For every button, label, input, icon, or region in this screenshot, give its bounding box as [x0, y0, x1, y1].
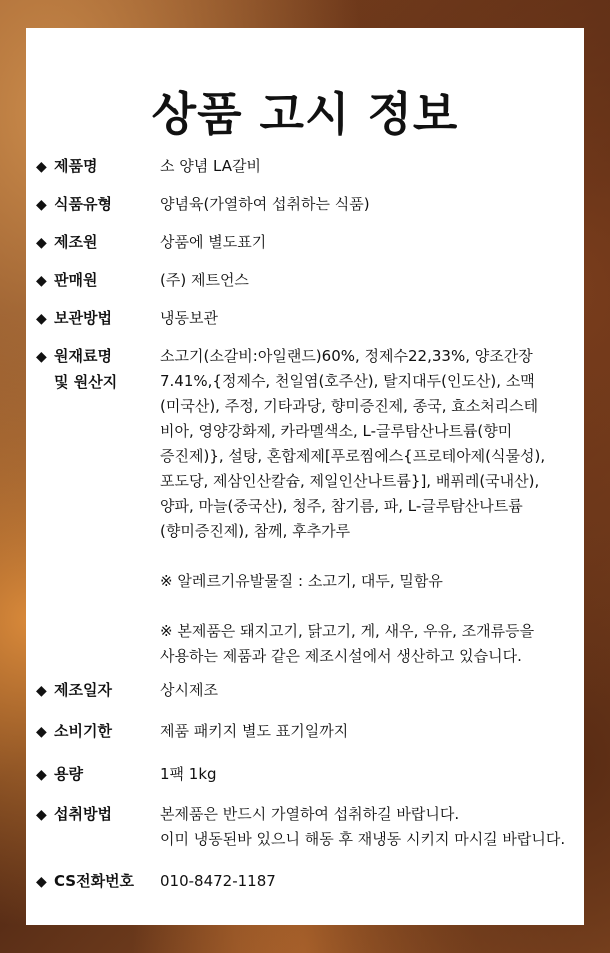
row-label: ◆ 용량 [36, 762, 156, 788]
row-label: ◆ 판매원 [36, 268, 156, 294]
row-value: (주) 제트언스 [160, 271, 249, 289]
row-label: ◆ 원재료명 및 원산지 [36, 347, 118, 391]
row-value: 양념육(가열하여 섭취하는 식품) [160, 195, 370, 213]
diamond-bullet-icon: ◆ [36, 874, 47, 890]
row-value: 1팩 1kg [160, 765, 217, 783]
product-info-card [26, 28, 584, 925]
row-label: ◆ 섭취방법 [36, 802, 156, 828]
diamond-bullet-icon: ◆ [36, 349, 47, 365]
row-label: ◆ 제품명 [36, 154, 156, 180]
row-label: ◆ 보관방법 [36, 306, 156, 332]
diamond-bullet-icon: ◆ [36, 273, 47, 289]
diamond-bullet-icon: ◆ [36, 311, 47, 327]
row-value: 상시제조 [160, 681, 218, 699]
diamond-bullet-icon: ◆ [36, 197, 47, 213]
row-value: 냉동보관 [160, 309, 218, 327]
row-label: ◆ 제조일자 [36, 678, 156, 704]
page-title: 상품 고시 정보 [151, 87, 459, 141]
row-label: ◆ 식품유형 [36, 192, 156, 218]
diamond-bullet-icon: ◆ [36, 767, 47, 783]
diamond-bullet-icon: ◆ [36, 235, 47, 251]
row-value: 소고기(소갈비:아일랜드)60%, 정제수22,33%, 양조간장 7.41%,{정제수, 천일염(호주산), 탈지대두(인도산), 소맥 (미국산), 주정, 기타과당, 향미증진제, 종국, 효소처리스테 비아, 영양강화제, 카라멜색소, L-글루탐산나트륨(향미 증진제)}, 설탕, 혼합제제[푸로찜에스{프로테아제(식물성), 포도당, 제삼인산칼슘, 제일인산나트륨}], 배퓌레(국내산), 양파, 마늘(중국산), 청주, 참기름, 파, L-글루탐산나트륨 (향미증진제), 참께, 후추가루 ※ 알레르기유발물질 : 소고기, 대두, 밀함유 ※ 본제품은 돼지고기, 닭고기, 게, 새우, 우유, 조개류등을 사용하는 제품과 같은 제조시설에서 생산하고 있습니다. [160, 347, 546, 665]
row-value: 상품에 별도표기 [160, 233, 267, 251]
row-value: 본제품은 반드시 가열하여 섭취하길 바랍니다. 이미 냉동된바 있으니 해동 후 재냉동 시키지 마시길 바랍니다. [160, 805, 566, 848]
row-label: ◆ 제조원 [36, 230, 156, 256]
row-value: 010-8472-1187 [160, 872, 276, 890]
row-label: ◆ 소비기한 [36, 719, 156, 745]
diamond-bullet-icon: ◆ [36, 724, 47, 740]
row-label: ◆ CS전화번호 [36, 869, 156, 895]
row-value: 소 양념 LA갈비 [160, 157, 261, 175]
diamond-bullet-icon: ◆ [36, 807, 47, 823]
diamond-bullet-icon: ◆ [36, 683, 47, 699]
row-value: 제품 패키지 별도 표기일까지 [160, 722, 349, 740]
diamond-bullet-icon: ◆ [36, 159, 47, 175]
